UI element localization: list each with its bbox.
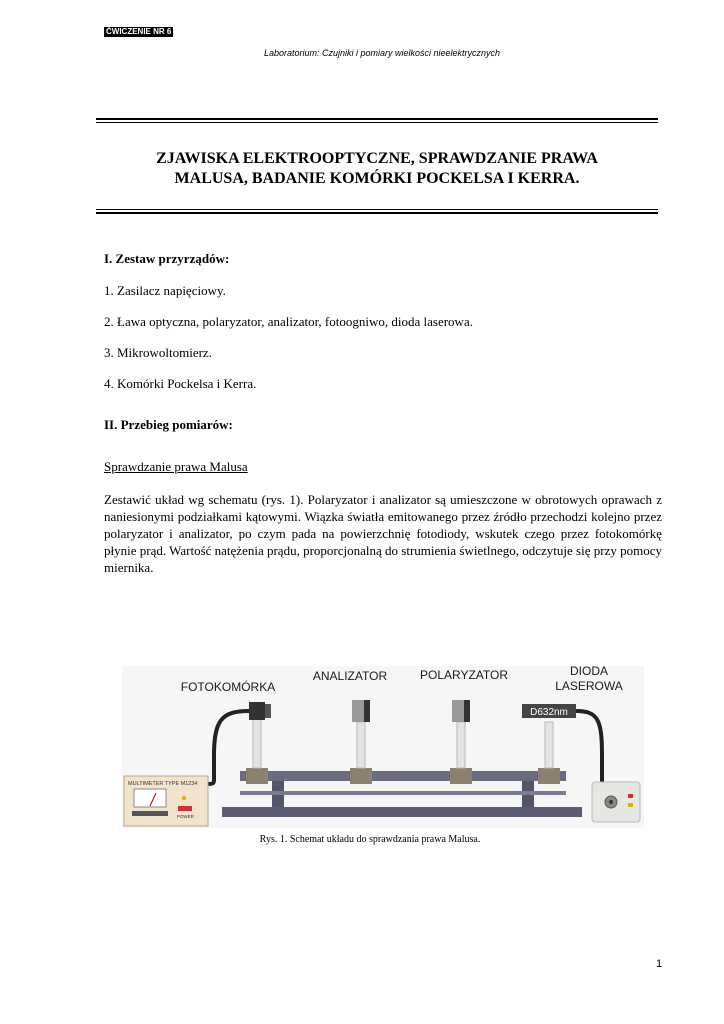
multimeter-led [182, 796, 186, 800]
subsection-heading: Sprawdzanie prawa Malusa [104, 459, 248, 474]
body-paragraph: Zestawić układ wg schematu (rys. 1). Polaryzator i analizator są umieszczone w obrotowych oprawach z naniesionymi podziałkami kątowymi. Wiązka światła emitowanego przez źródło przechodzi kolejno przez polaryzator i analizator, po czym pada na powierzchnię fotodiody, wskutek czego przez fotokomórkę płynie prąd. Wartość natężenia prądu, proporcjonalną do strumienia świetlnego, odczytuje się przy pomocy miernika. [104, 492, 662, 575]
carrier-analyzer [350, 768, 372, 784]
top-rule-thin [96, 122, 658, 123]
laser-supply-led-red [628, 794, 633, 798]
bench-base [222, 807, 582, 817]
exercise-tag: ĆWICZENIE NR 6 [106, 27, 172, 36]
lab-header: Laboratorium: Czujniki i pomiary wielkości nieelektrycznych [263, 48, 501, 58]
multimeter-label: MULTIMETER TYPE M1234 [128, 781, 198, 787]
photocell-window [265, 704, 271, 718]
bench-rail [240, 771, 566, 781]
post-diode [545, 722, 553, 768]
bottom-rule-thick [96, 212, 658, 214]
analyzer-dial [364, 700, 370, 722]
post-analyzer [357, 722, 365, 768]
label-polarizer: POLARYZATOR [419, 668, 509, 682]
title-line-2: MALUSA, BADANIE KOMÓRKI POCKELSA I KERRA. [174, 170, 580, 187]
label-analyzer: ANALIZATOR [312, 669, 388, 683]
list-item: 2. Ława optyczna, polaryzator, analizator, fotoogniwo, dioda laserowa. [104, 314, 473, 329]
laser-supply-led-yellow [628, 803, 633, 807]
carrier-photocell [246, 768, 268, 784]
setup-diagram [122, 660, 644, 830]
carrier-polarizer [450, 768, 472, 784]
multimeter-power-button [178, 806, 192, 811]
page-title [96, 149, 658, 189]
multimeter-power-label: POWER [177, 814, 195, 819]
label-photocell: FOTOKOMÓRKA [180, 680, 276, 694]
page-number: 1 [656, 958, 663, 970]
top-rule-thick [96, 118, 658, 120]
list-item: 1. Zasilacz napięciowy. [104, 283, 226, 298]
list-item: 4. Komórki Pockelsa i Kerra. [104, 376, 257, 391]
carrier-diode [538, 768, 560, 784]
polarizer-dial [464, 700, 470, 722]
figure-caption: Rys. 1. Schemat układu do sprawdzania prawa Malusa. [259, 834, 481, 845]
post-photocell [253, 716, 261, 768]
photocell-head [249, 702, 265, 720]
label-laser-diode [534, 664, 644, 694]
multimeter-buttons [132, 811, 168, 816]
bench-brace [240, 791, 566, 795]
multimeter-display [134, 789, 166, 807]
polarizer-mount [452, 700, 464, 722]
section-2-heading: II. Przebieg pomiarów: [104, 417, 233, 432]
title-line-1: ZJAWISKA ELEKTROOPTYCZNE, SPRAWDZANIE PRAWA [156, 150, 598, 167]
list-item: 3. Mikrowoltomierz. [104, 345, 212, 360]
analyzer-mount [352, 700, 364, 722]
bottom-rule-thin [96, 209, 658, 210]
laser-supply-knob-center [609, 800, 613, 804]
label-diode-line-2: LASEROWA [555, 679, 623, 693]
section-1-heading: I. Zestaw przyrządów: [104, 251, 230, 266]
label-diode-line-1: DIODA [569, 664, 608, 678]
laser-model-text: D632nm [530, 707, 568, 718]
post-polarizer [457, 722, 465, 768]
